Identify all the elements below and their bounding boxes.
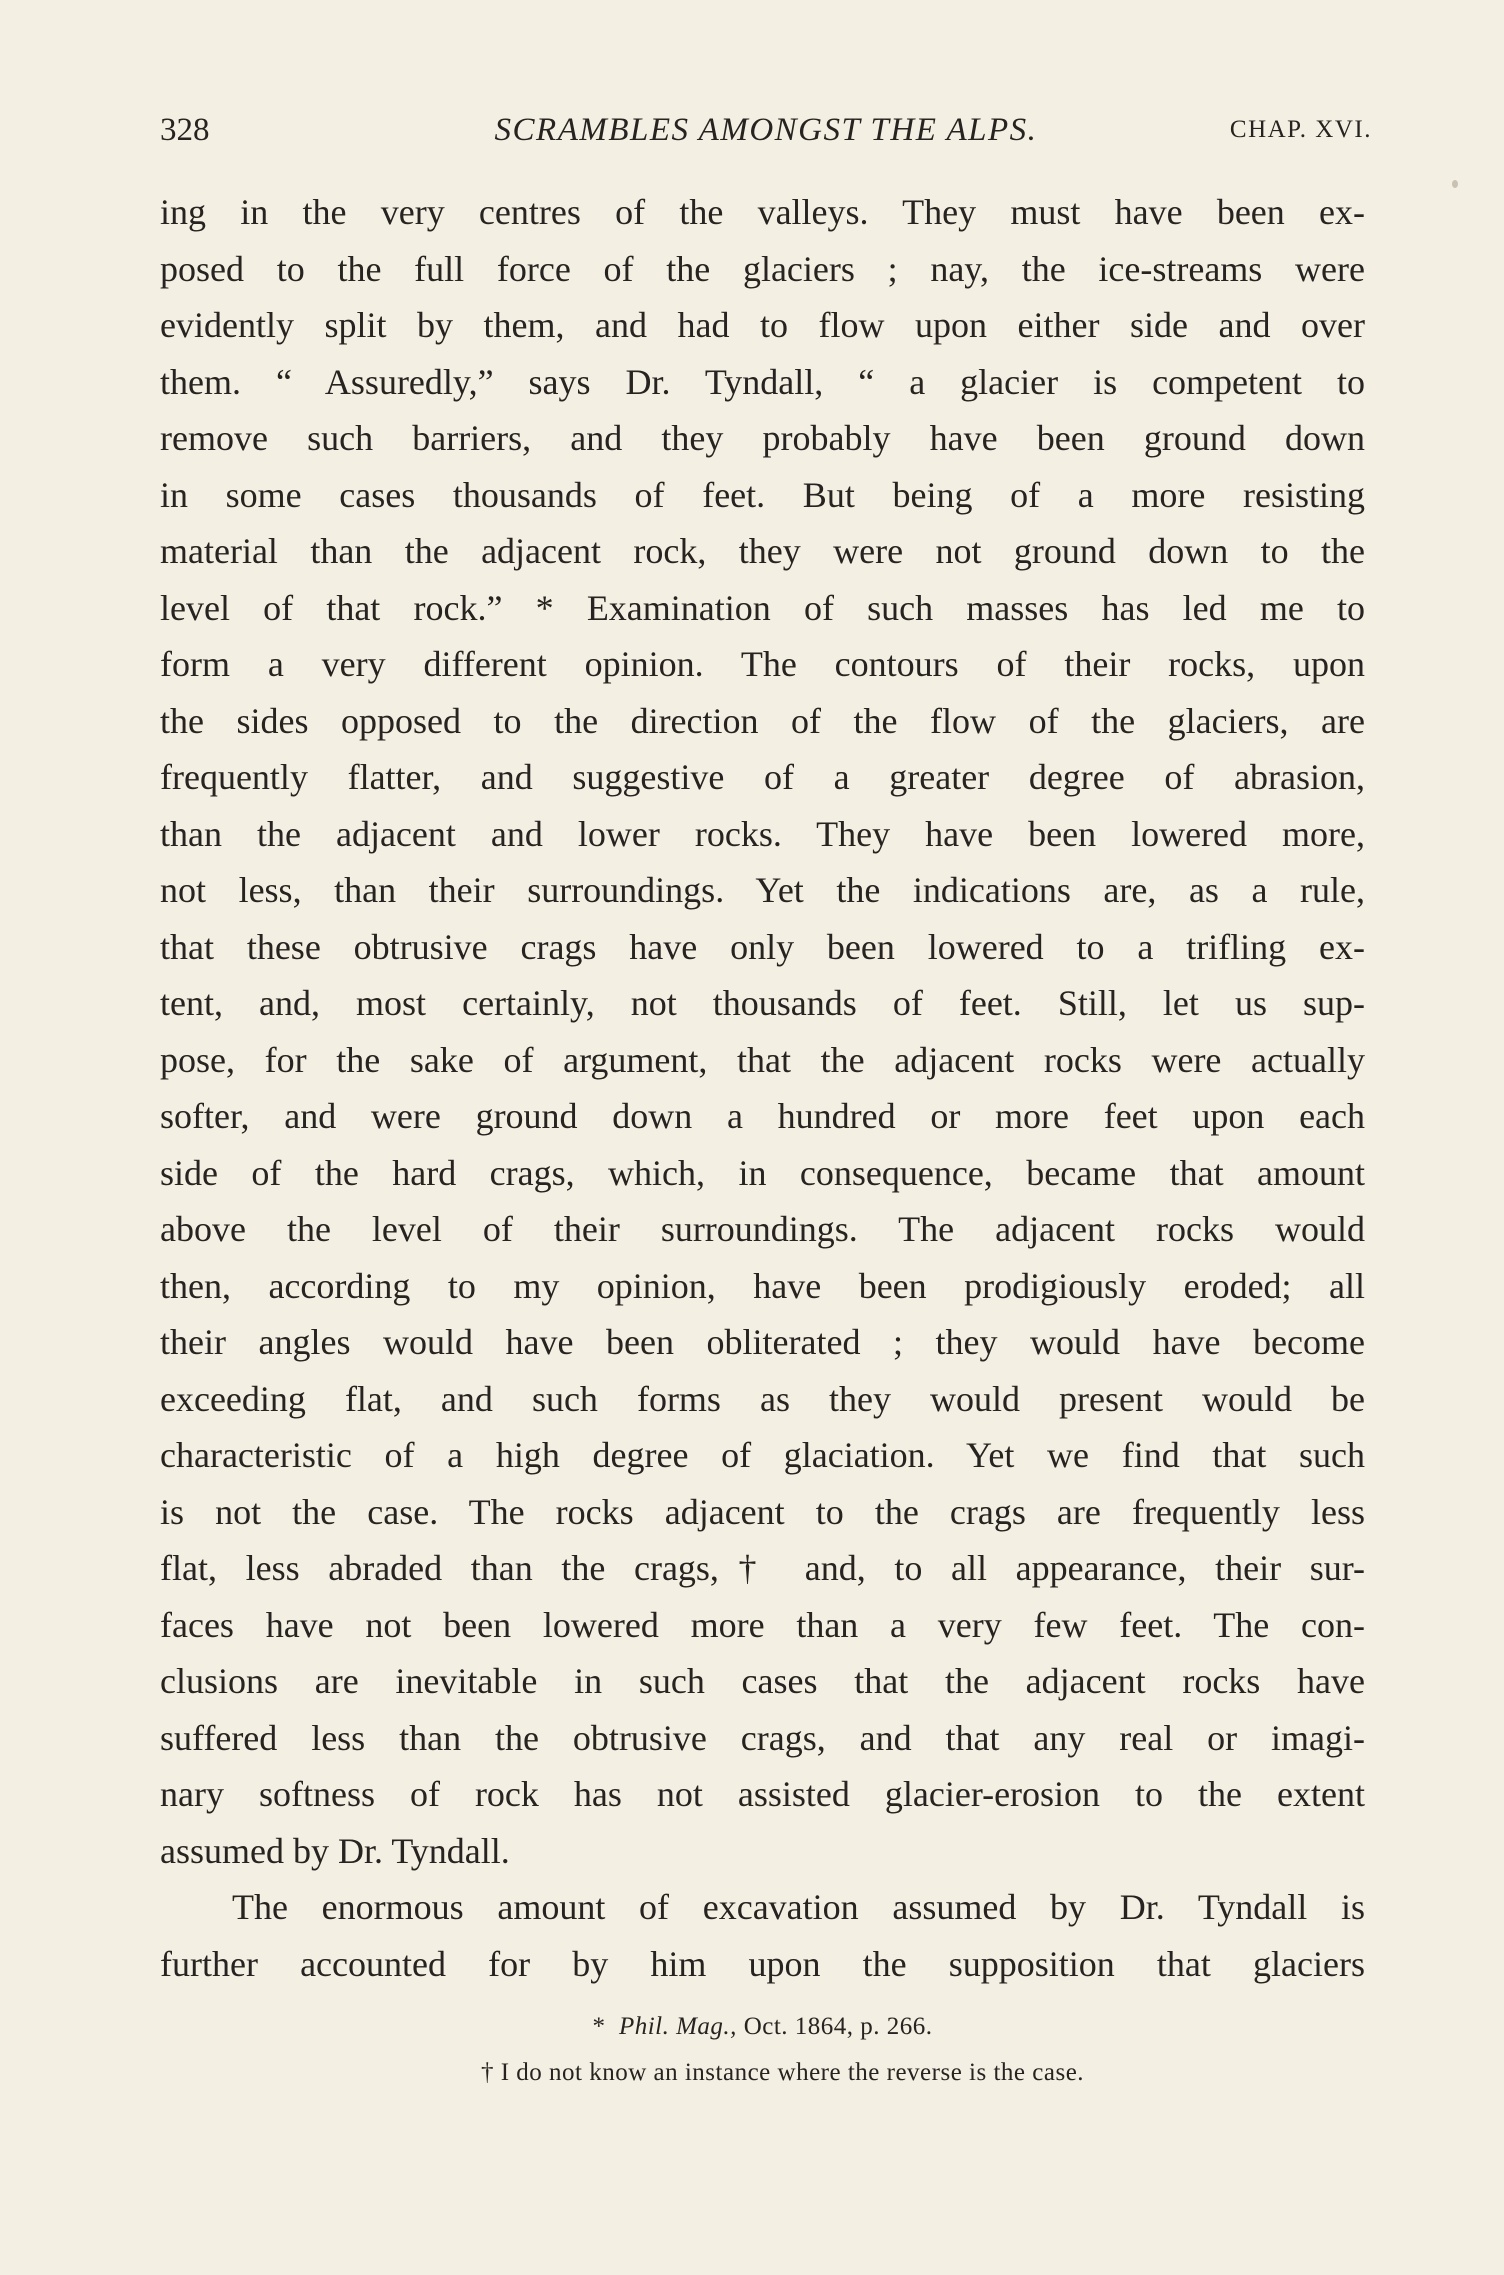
footnote-one-source: Phil. Mag., (618, 2013, 737, 2040)
body-text (160, 184, 1365, 1992)
text-line: exceeding flat, and such forms as they would present would be (160, 1378, 1365, 1419)
text-line: pose, for the sake of argument, that the adjacent rocks were actually (160, 1039, 1365, 1080)
text-line: The enormous amount of excavation assumed by Dr. Tyndall is (232, 1887, 1365, 1927)
footnote-one (160, 2004, 1365, 2050)
text-line: flat, less abraded than the crags,† and, to all appearance, their sur- (160, 1548, 1365, 1588)
text-line: them. “ Assuredly,” says Dr. Tyndall, “ a glacier is competent to (160, 361, 1365, 402)
footnotes (160, 2004, 1365, 2096)
text-line: remove such barriers, and they probably have been ground down (160, 418, 1365, 458)
text-line: evidently split by them, and had to flow upon either side and over (160, 305, 1365, 345)
text-line: softer, and were ground down a hundred or more feet upon each (160, 1096, 1365, 1136)
running-head (160, 108, 1372, 152)
text-line: their angles would have been obliterated ; they would have become (160, 1322, 1365, 1362)
text-line: tent, and, most certainly, not thousands of feet. Still, let us sup- (160, 983, 1365, 1023)
text-line: level of that rock.” * Examination of such masses has led me to (160, 587, 1365, 628)
text-line: characteristic of a high degree of glaciation. Yet we find that such (160, 1435, 1365, 1475)
text-line: is not the case. The rocks adjacent to the crags are frequently less (160, 1491, 1365, 1532)
text-line: the sides opposed to the direction of the flow of the glaciers, are (160, 700, 1365, 741)
text-line: not less, than their surroundings. Yet the indications are, as a rule, (160, 870, 1365, 910)
text-line: then, according to my opinion, have been prodigiously eroded; all (160, 1265, 1365, 1306)
text-line: further accounted for by him upon the supposition that glaciers (160, 1943, 1365, 1984)
text-line: above the level of their surroundings. The adjacent rocks would (160, 1209, 1365, 1249)
text-line: side of the hard crags, which, in consequence, became that amount (160, 1152, 1365, 1193)
footnote-two: † I do not know an instance where the reverse is the case. (480, 2059, 1085, 2086)
text-line: nary softness of rock has not assisted glacier-erosion to the extent (160, 1774, 1365, 1814)
text-line: than the adjacent and lower rocks. They have been lowered more, (160, 813, 1365, 854)
page-number: 328 (160, 112, 210, 148)
text-line: material than the adjacent rock, they were not ground down to the (160, 531, 1365, 571)
text-line: that these obtrusive crags have only been lowered to a trifling ex- (160, 926, 1365, 967)
text-line: in some cases thousands of feet. But being of a more resisting (160, 474, 1365, 515)
text-line: frequently flatter, and suggestive of a greater degree of abrasion, (160, 757, 1365, 797)
text-line: form a very different opinion. The contours of their rocks, upon (160, 644, 1365, 684)
footnote-one-mark: * (592, 2013, 606, 2040)
text-line: posed to the full force of the glaciers ; nay, the ice-streams were (160, 248, 1365, 289)
book-title: SCRAMBLES AMONGST THE ALPS. (494, 112, 1038, 148)
text-line: ing in the very centres of the valleys. They must have been ex- (160, 192, 1365, 232)
footnote-one-detail: Oct. 1864, p. 266. (743, 2013, 933, 2040)
text-line: faces have not been lowered more than a very few feet. The con- (160, 1604, 1365, 1645)
text-line: assumed by Dr. Tyndall. (160, 1830, 510, 1871)
paper-speck (1452, 180, 1458, 188)
text-line: suffered less than the obtrusive crags, and that any real or imagi- (160, 1717, 1365, 1758)
chapter-label: CHAP. XVI. (1229, 116, 1372, 143)
text-line: clusions are inevitable in such cases that the adjacent rocks have (160, 1661, 1365, 1701)
